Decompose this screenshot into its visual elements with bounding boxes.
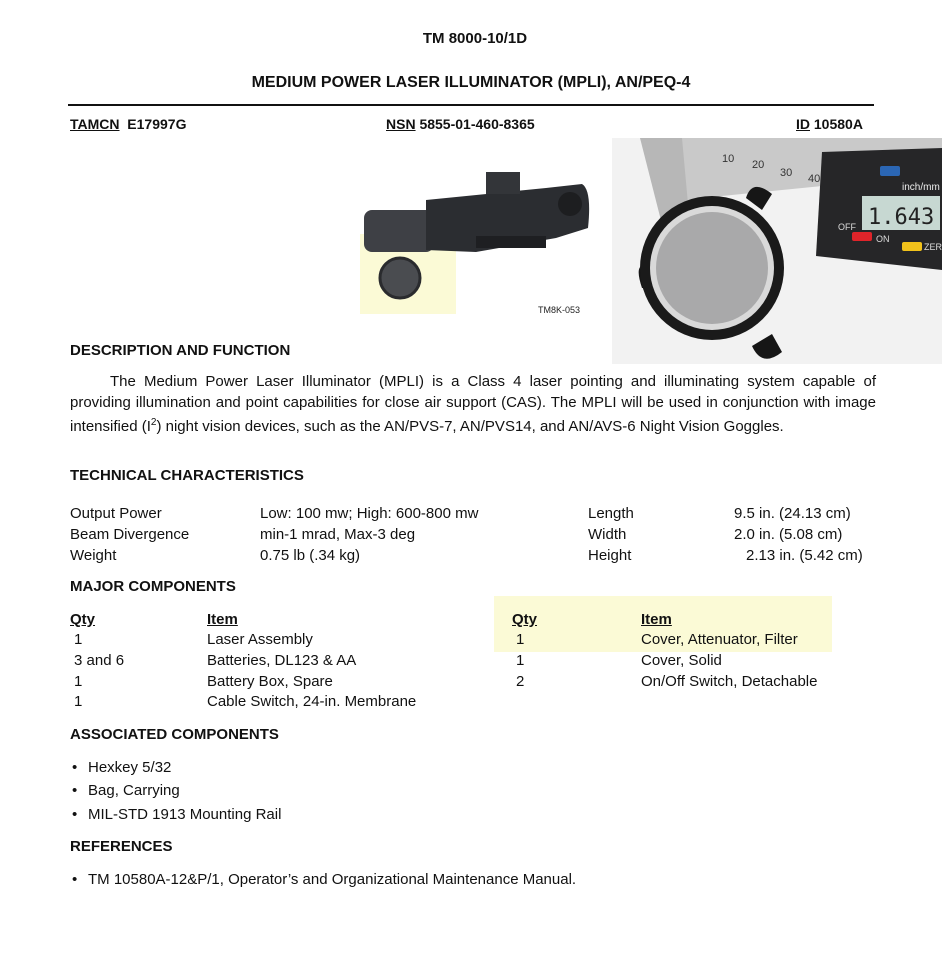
zero-button: [902, 242, 922, 251]
major-item-3: Battery Box, Spare: [207, 673, 333, 690]
tech-label-width: Width: [588, 526, 627, 543]
major-qty-3: 1: [74, 673, 83, 690]
associated-heading: ASSOCIATED COMPONENTS: [70, 726, 279, 743]
figure-caption: TM8K-053: [538, 305, 581, 315]
tech-value-width: 2.0 in. (5.08 cm): [734, 526, 843, 543]
major-item-header-right: Item: [641, 611, 672, 628]
major-item-1: Laser Assembly: [207, 631, 313, 648]
associated-item-1-text: Hexkey 5/32: [88, 759, 172, 776]
major-qty-1: 1: [74, 631, 83, 648]
caliper-reading: 1.643: [868, 205, 935, 230]
major-item-7: On/Off Switch, Detachable: [641, 673, 818, 690]
tech-value-height: 2.13 in. (5.42 cm): [746, 547, 863, 564]
flip-cover: [380, 258, 420, 298]
tamcn-label: TAMCN: [70, 116, 120, 132]
bullet-glyph: •: [72, 759, 78, 776]
major-qty-header-right: Qty: [512, 611, 538, 628]
on-label: ON: [876, 234, 890, 244]
id-field: [796, 116, 863, 132]
description-text-b: ) night vision devices, such as the AN/PVS-7, AN/PVS14, and AN/AVS-6 Night Vision Goggles.: [156, 418, 784, 435]
description-text-a: The Medium Power Laser Illuminator (MPLI) is a Class 4 laser pointing and illuminating system capable of providing illumination and point capabilities for close air support (CAS). The MPLI will be used in conjunction with image intensified (I: [70, 373, 876, 435]
on-button: [852, 232, 872, 241]
reference-item-1: [72, 871, 576, 888]
major-components-heading: MAJOR COMPONENTS: [70, 578, 236, 595]
tech-label-height: Height: [588, 547, 632, 564]
major-item-6: Cover, Solid: [641, 652, 722, 669]
units-label: inch/mm: [902, 182, 940, 193]
bullet-glyph: •: [72, 806, 78, 823]
description-superscript: 2: [150, 417, 157, 428]
associated-item-2-text: Bag, Carrying: [88, 782, 180, 799]
major-qty-7: 2: [516, 673, 525, 690]
major-item-5: Cover, Attenuator, Filter: [641, 631, 798, 648]
associated-item-3-text: MIL-STD 1913 Mounting Rail: [88, 806, 282, 823]
major-qty-header-left: Qty: [70, 611, 96, 628]
nsn-field: [386, 116, 535, 132]
tech-label-output-power: Output Power: [70, 505, 162, 522]
caliper-photo: [612, 138, 942, 364]
scale-number-1: 10: [722, 153, 735, 165]
id-value: 10580A: [813, 116, 863, 132]
tech-value-weight: 0.75 lb (.34 kg): [260, 547, 361, 564]
scale-number-4: 40: [808, 173, 821, 185]
bullet-glyph: •: [72, 871, 78, 888]
nsn-value: 5855-01-460-8365: [419, 116, 535, 132]
major-item-header-left: Item: [207, 611, 238, 628]
lens-housing: [364, 210, 434, 252]
associated-item-3: [72, 806, 281, 823]
zero-label: ZER: [924, 242, 942, 252]
off-label: OFF: [838, 222, 856, 232]
technical-heading: TECHNICAL CHARACTERISTICS: [70, 467, 304, 484]
nsn-label: NSN: [386, 116, 416, 132]
associated-item-2: [72, 782, 180, 799]
major-item-2: Batteries, DL123 & AA: [207, 652, 357, 669]
page-title: MEDIUM POWER LASER ILLUMINATOR (MPLI), AN/PEQ-4: [251, 74, 691, 91]
mount-rail: [476, 236, 546, 248]
reference-item-1-text: TM 10580A-12&P/1, Operator’s and Organizational Maintenance Manual.: [88, 871, 577, 888]
title-rule: [68, 104, 874, 106]
tech-value-length: 9.5 in. (24.13 cm): [734, 505, 851, 522]
tech-label-length: Length: [588, 505, 634, 522]
major-qty-2: 3 and 6: [74, 652, 125, 669]
scale-number-2: 20: [752, 159, 765, 171]
description-heading: DESCRIPTION AND FUNCTION: [70, 342, 291, 359]
id-label: ID: [796, 116, 810, 132]
major-qty-6: 1: [516, 652, 525, 669]
tech-value-output-power: Low: 100 mw; High: 600-800 mw: [260, 505, 479, 522]
description-paragraph: [70, 372, 876, 438]
tech-label-weight: Weight: [70, 547, 117, 564]
major-qty-4: 1: [74, 693, 83, 710]
references-heading: REFERENCES: [70, 838, 173, 855]
tech-value-beam-divergence: min-1 mrad, Max-3 deg: [260, 526, 416, 543]
tech-label-beam-divergence: Beam Divergence: [70, 526, 190, 543]
tm-number: TM 8000-10/1D: [422, 30, 528, 47]
major-item-4: Cable Switch, 24-in. Membrane: [207, 693, 417, 710]
scale-number-3: 30: [780, 167, 793, 179]
associated-item-1: [72, 759, 171, 776]
illuminator-image: [356, 168, 596, 318]
filter-lens: [656, 212, 768, 324]
tamcn-field: [70, 116, 186, 132]
tamcn-value: E17997G: [127, 116, 187, 132]
major-qty-5: 1: [516, 631, 525, 648]
top-knob: [486, 172, 520, 194]
rear-cap: [558, 192, 582, 216]
bullet-glyph: •: [72, 782, 78, 799]
unit-button: [880, 166, 900, 176]
